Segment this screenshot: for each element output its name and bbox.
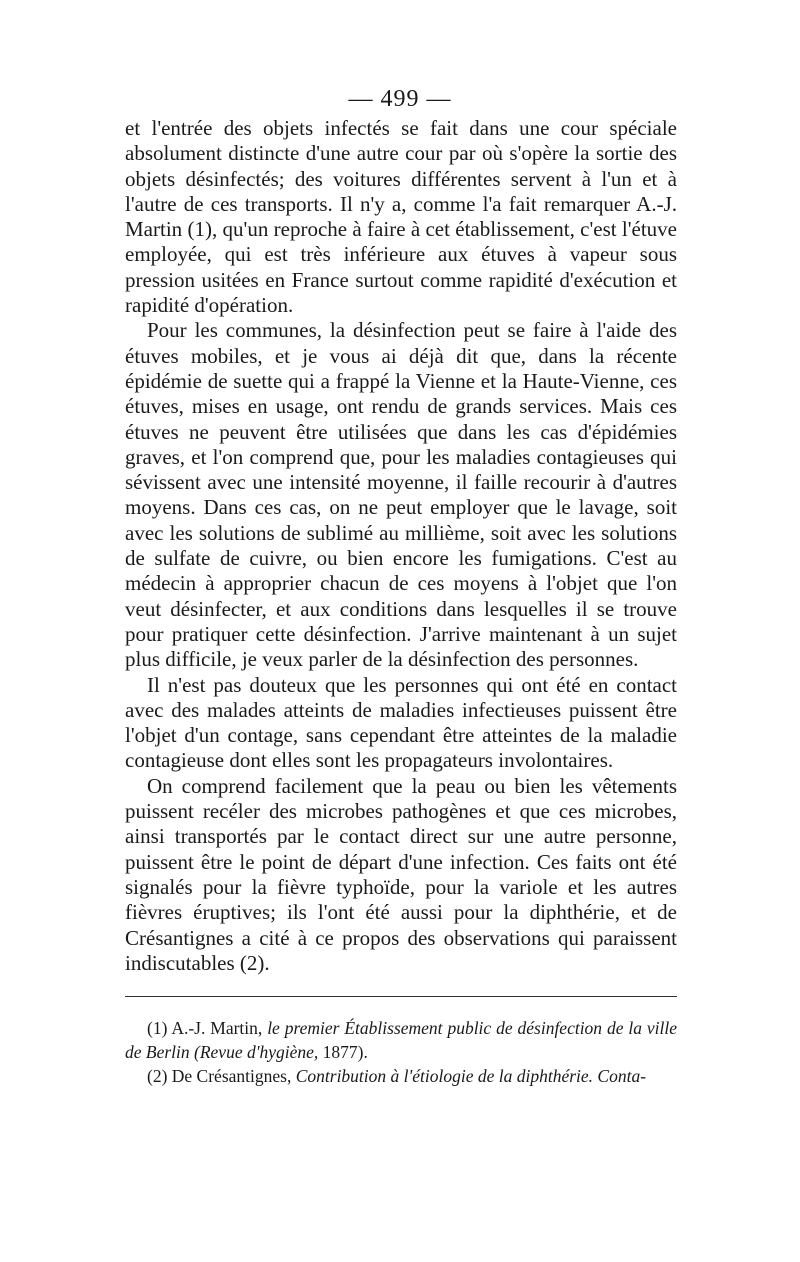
page-number: — 499 —: [348, 86, 452, 112]
footnote-marker: (2): [147, 1066, 168, 1086]
footnote-title: le premier Établissement public de désinfection de la ville de Berlin: [125, 1018, 678, 1062]
body-text: [125, 116, 677, 976]
paragraph-microbes: On comprend facilement que la peau ou bien les vêtements puissent recéler des microbes pathogènes et que ces microbes, ainsi transportés par le contact direct sur une autre personne, puissent être le point de départ d'une infection. Ces faits ont été signalés pour la fièvre typhoïde, pour la variole et les autres fièvres éruptives; ils l'ont été aussi pour la diphthérie, et de Crésantignes a cité à ce propos des observations qui paraissent indiscutables (2).: [125, 773, 677, 975]
footnote-1: [125, 1016, 677, 1064]
footnote-separator: [125, 996, 677, 997]
paragraph-persons: Il n'est pas douteux que les personnes qui ont été en contact avec des malades atteints de maladies infectieuses puissent être l'objet d'un contage, sans cependant être atteintes de la maladie contagieuse dont elles sont les propagateurs involontaires.: [125, 672, 677, 773]
footnote-author: De Crésantignes,: [171, 1066, 292, 1086]
footnote-year: 1877).: [322, 1042, 368, 1062]
paragraph-communes: Pour les communes, la désinfection peut se faire à l'aide des étuves mobiles, et je vous ai déjà dit que, dans la récente épidémie de suette qui a frappé la Vienne et la Haute-Vienne, ces étuves, mises en usage, ont rendu de grands services. Mais ces étuves ne peuvent être utilisées que dans les cas d'épidémies graves, et l'on comprend que, pour les maladies contagieuses qui sévissent avec une intensité moyenne, il faille recourir à d'autres moyens. Dans ces cas, on ne peut employer que le lavage, soit avec les solutions de sublimé au millième, soit avec les solutions de sulfate de cuivre, ou bien encore les fumigations. C'est au médecin à approprier chacun de ces moyens à l'objet que l'on veut désinfecter, et aux conditions dans lesquelles il se trouve pour pratiquer cette désinfection. J'arrive maintenant à un sujet plus difficile, je veux parler de la désinfection des personnes.: [125, 318, 677, 672]
paragraph-continuation: et l'entrée des objets infectés se fait dans une cour spéciale absolument distincte d'une autre cour par où s'opère la sortie des objets désinfectés; des voitures différentes servent à l'un et à l'autre de ces transports. Il n'y a, comme l'a fait remarquer A.-J. Martin (1), qu'un reproche à faire à cet établissement, c'est l'étuve employée, qui est très inférieure aux étuves à vapeur sous pression usitées en France surtout comme rapidité d'exécution et rapidité d'opération.: [125, 116, 677, 318]
footnote-title: Contribution à l'étiologie de la diphthérie. Conta-: [295, 1066, 647, 1086]
footnote-marker: (1): [147, 1018, 168, 1038]
footnote-2: [125, 1064, 677, 1088]
footnote-author: A.-J. Martin,: [171, 1018, 263, 1038]
footnote-source: (Revue d'hygiène,: [194, 1042, 319, 1062]
footnotes: [125, 1016, 677, 1088]
